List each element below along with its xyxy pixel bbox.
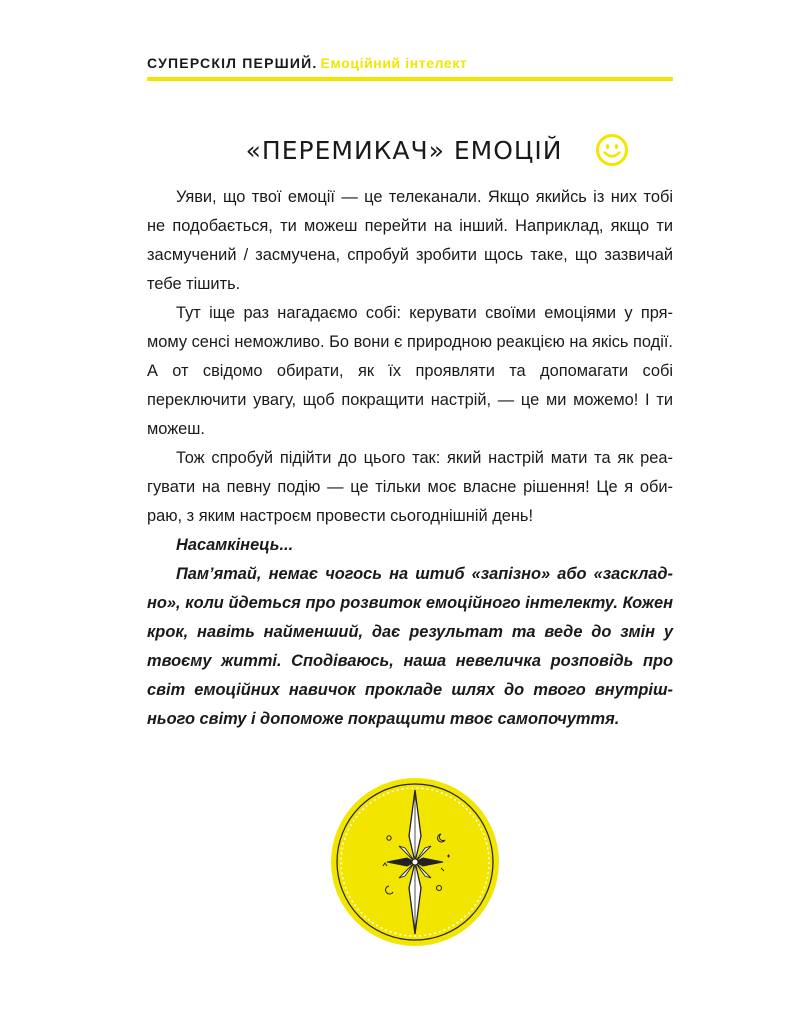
header-rule <box>147 77 673 81</box>
smiley-icon <box>595 133 629 167</box>
section-title: «ПЕРЕМИКАЧ» ЕМОЦІЙ <box>245 135 563 165</box>
closing-lead: Насамкінець... <box>176 536 294 554</box>
header-part-label: СУПЕРСКІЛ ПЕРШИЙ. <box>147 55 318 71</box>
closing-paragraph: Пам’ятай, немає чогось на штиб «запізно» або «заскладно», коли йдеться про розвиток емоційного інтелекту. Кожен крок, навіть найменший, дає результат та веде до змін у твоєму житті. Сподіваюсь, наша невеличка розповідь про світ емоційних навичок прокладе шлях до твого внутрішнього світу і допоможе покращити твоє самопочуття. <box>147 565 673 728</box>
running-header <box>147 55 467 71</box>
paragraph: Уяви, що твої емоції — це телеканали. Якщо якийсь із них тобі не подобається, ти можеш перейти на інший. Наприклад, якщо ти засмучений / засмучена, спробуй зробити щось таке, що зазвичай тебе тішить. <box>147 188 673 293</box>
paragraph: Тут іще раз нагадаємо собі: керувати своїми емоціями у прямому сенсі неможливо. Бо вони є природною реакцією на якісь події. А от свідомо обирати, як їх проявляти та допомагати собі переключити увагу, щоб покращити настрій, — це ми можемо! І ти можеш. <box>147 304 673 438</box>
paragraph: Тож спробуй підійти до цього так: який настрій мати та як реагувати на певну подію — це тільки моє власне рішення! Це я обираю, з яким настроєм провести сьогоднішній день! <box>147 449 673 525</box>
compass-medallion-icon <box>329 776 501 948</box>
body-text <box>147 183 673 734</box>
header-chapter-label: Емоційний інтелект <box>320 55 468 71</box>
section-title-row <box>0 133 805 167</box>
